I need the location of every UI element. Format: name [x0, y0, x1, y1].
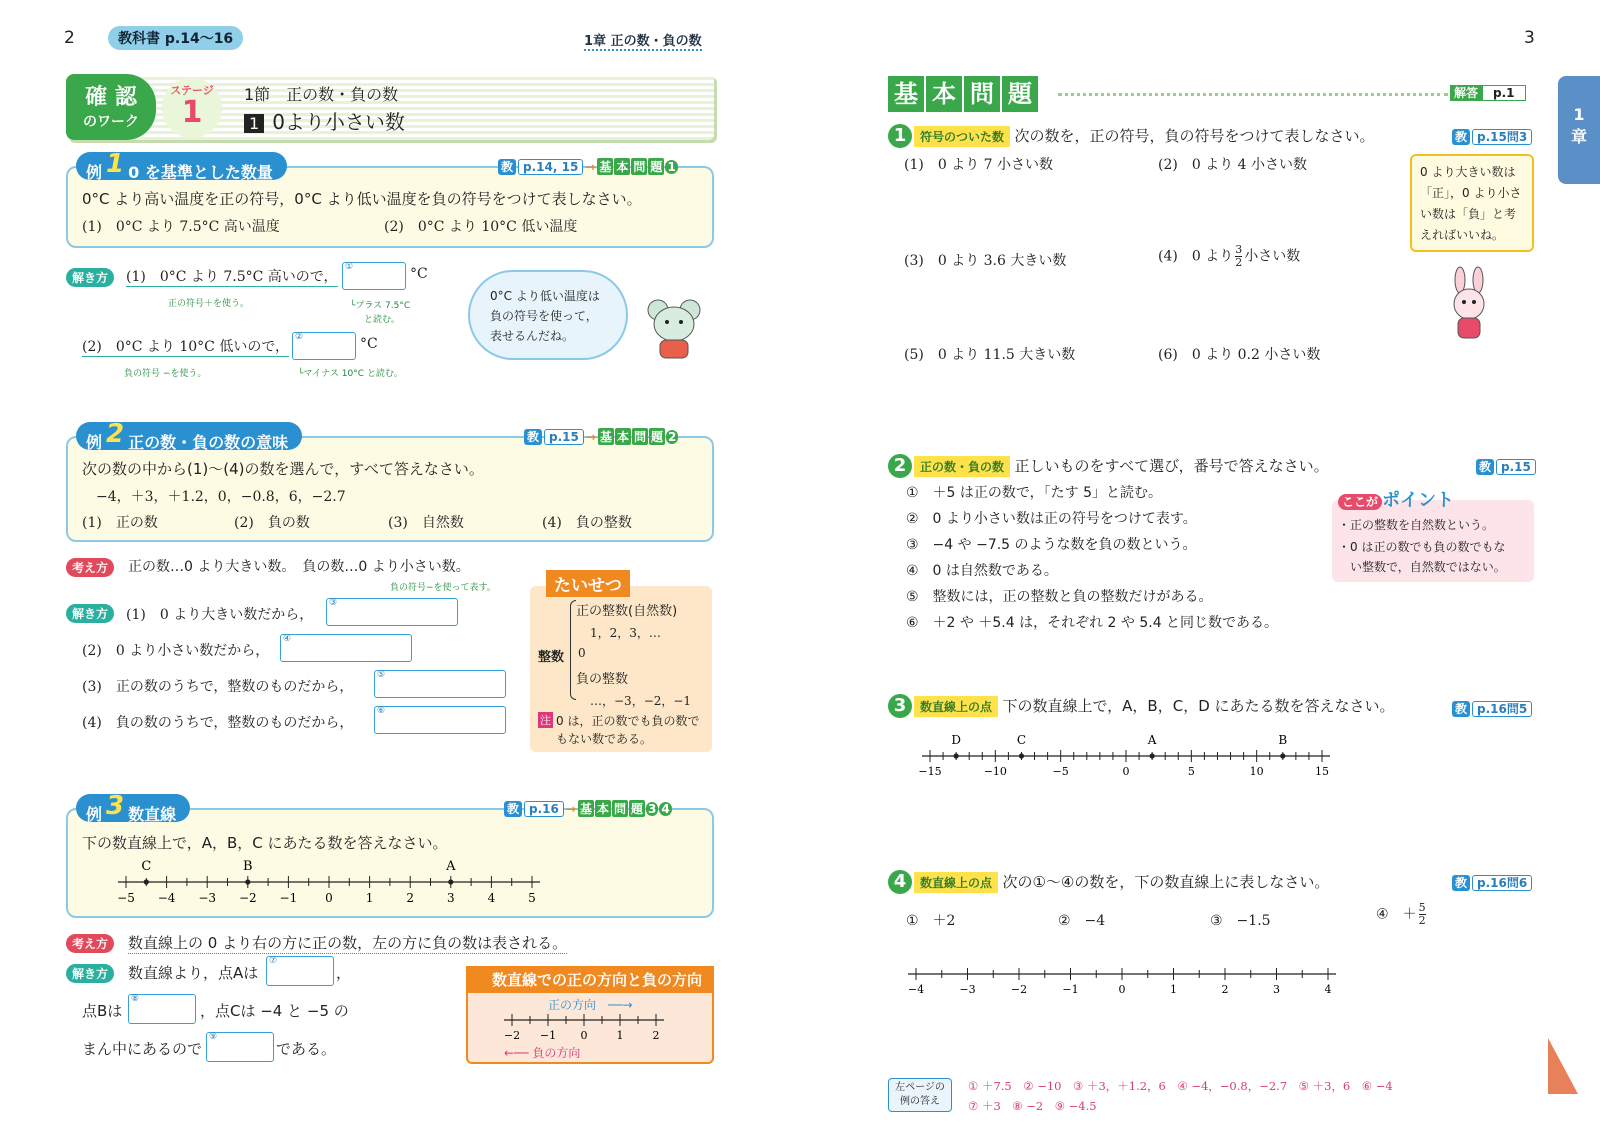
ex3-solution-1: 数直線より，点Aは [128, 964, 259, 982]
taisetsu-integer: 整数 [538, 650, 565, 665]
problem-1-item-5: (5) 0 より 11.5 大きい数 [904, 347, 1076, 363]
number-line-direction [490, 1012, 690, 1046]
p3-line-point-label: A [1147, 733, 1157, 747]
example-2-q4: (4) 負の整数 [542, 515, 632, 531]
ex1-note-plus-a: └プラス 7.5°C [350, 301, 411, 311]
problem-2-item-5: ⑤ 整数には，正の整数と負の整数だけがある。 [906, 589, 1213, 605]
example-2-q3: (3) 自然数 [388, 515, 464, 531]
ex1-note-1: 正の符号＋を使う。 [168, 299, 250, 309]
negative-direction-label: ←── 負の方向 [504, 1046, 581, 1060]
example-2-q2: (2) 負の数 [234, 515, 310, 531]
problem-2-item-2: ② 0 より小さい数は正の符号をつけて表す。 [906, 511, 1197, 527]
ex3-line-tick-label: 4 [487, 891, 496, 905]
corner-triangle-icon [1548, 1038, 1578, 1094]
example-1-q2: (2) 0°C より 10°C 低い温度 [384, 219, 578, 235]
point-text-2a: ・0 は正の数でも負の数でもな [1338, 540, 1506, 554]
mascot-mouse-icon [644, 296, 704, 364]
p3-line-tick-label: −5 [1052, 765, 1069, 778]
point-title: ここが ポイント [1338, 486, 1454, 512]
unit-1: °C [410, 266, 428, 282]
p3-line-tick-label: 0 [1122, 765, 1130, 778]
direction-title: 数直線での正の方向と負の方向 [466, 966, 714, 993]
ex3-line-tick-label: −4 [157, 891, 176, 905]
ex2-solution-1: (1) 0 より大きい数だから， [126, 607, 314, 623]
taisetsu-positive-examples: 1，2，3，… [590, 626, 661, 640]
answer-box-8[interactable]: ⑧ [128, 994, 196, 1024]
page-number-left: 2 [64, 28, 75, 48]
p3-line-point-label: B [1278, 733, 1288, 747]
problem-3-heading: 3 数直線上の点 下の数直線上で，A，B，C，D にあたる数を答えなさい。 [888, 694, 1395, 718]
p3-line-tick-label: 15 [1315, 765, 1329, 778]
ex2-solution-4: (4) 負の数のうちで，整数のものだから， [82, 715, 354, 731]
problem-4-item-3: ③ −1.5 [1210, 913, 1271, 929]
footer-answers-line-2: ⑦ ＋3 ⑧ −2 ⑨ −4.5 [968, 1099, 1097, 1113]
answer-box-9[interactable]: ⑨ [206, 1032, 274, 1062]
section-header-banner [66, 74, 714, 140]
ex3-line-tick-label: 5 [528, 891, 536, 905]
speech-bubble-right: 0 より大きい数は 「正」，0 より小さ い数は「負」と考 えればいいね。 [1410, 154, 1534, 252]
problem-1-item-2: (2) 0 より 4 小さい数 [1158, 157, 1307, 173]
problem-4-item-1: ① ＋2 [906, 913, 956, 929]
p3-line-tick-label: −10 [983, 765, 1007, 778]
p4-line-tick-label: −3 [959, 983, 976, 996]
taisetsu-positive: 正の整数(自然数) [576, 604, 678, 619]
answer-box-1[interactable]: ① [342, 262, 406, 290]
answer-box-2[interactable]: ② [292, 332, 356, 360]
ex2-solution-3: (3) 正の数のうちで，整数のものだから， [82, 679, 354, 695]
answer-box-5[interactable]: ⑤ [374, 670, 506, 698]
number-line-problem-4 [902, 962, 1358, 1004]
footer-answers-tag: 左ページの 例の答え [888, 1078, 952, 1112]
dir-line-tick-label: −1 [539, 1029, 557, 1042]
p3-line-tick-label: 5 [1187, 765, 1195, 778]
chapter-label: 1章 正の数・負の数 [584, 30, 702, 51]
example-3-ref: 教 p.16 → 基 本 問 題 3 4 [504, 800, 673, 817]
p3-line-point-D [954, 753, 959, 758]
think-tag-3: 考え方 [66, 934, 114, 953]
ex3-solution-3-end: である。 [276, 1040, 337, 1058]
solution-tag-2: 解き方 [66, 604, 114, 623]
problem-2-ref: 教 p.15 [1476, 458, 1536, 475]
textbook-ref-pill: 教科書 p.14〜16 [108, 26, 243, 50]
p4-line-tick-label: −2 [1010, 983, 1028, 996]
taisetsu-note-mark: 注 [540, 714, 551, 727]
problem-1-item-3: (3) 0 より 3.6 大きい数 [904, 253, 1067, 269]
ex1-solution-1: (1) 0°C より 7.5°C 高いので， [126, 266, 338, 287]
p3-line-tick-label: −15 [918, 765, 942, 778]
basic-problems-header: 基 本 問 題 [888, 76, 1038, 112]
ex3-line-point-B [245, 879, 250, 884]
ex1-solution-2: (2) 0°C より 10°C 低いので， [82, 336, 289, 357]
unit-2: °C [360, 336, 378, 352]
problem-3-ref: 教 p.16問5 [1452, 700, 1532, 717]
example-3-question: 下の数直線上で，A，B，C にあたる数を答えなさい。 [82, 834, 448, 852]
answer-box-3[interactable]: ③ [326, 598, 458, 626]
stage-badge: ステージ 1 [162, 78, 222, 138]
point-text-1: ・正の整数を自然数という。 [1338, 518, 1495, 532]
example-2-question: 次の数の中から(1)〜(4)の数を選んで，すべて答えなさい。 [82, 460, 484, 478]
dir-line-tick-label: −2 [503, 1029, 521, 1042]
problem-4-item-2: ② −4 [1058, 913, 1106, 929]
ex3-line-point-label: B [243, 859, 253, 874]
think-tag-2: 考え方 [66, 558, 114, 577]
ex3-line-tick-label: 1 [365, 891, 374, 905]
example-3-think: 数直線上の 0 より右の方に正の数，左の方に負の数は表される。 [128, 934, 568, 952]
p4-line-tick-label: 3 [1273, 983, 1280, 996]
example-2-numbers: −4，＋3，＋1.2，0，−0.8，6，−2.7 [96, 489, 346, 505]
problem-2-item-4: ④ 0 は自然数である。 [906, 563, 1058, 579]
ex3-line-point-label: A [446, 859, 456, 874]
ex3-line-tick-label: −3 [198, 891, 217, 905]
problem-1-item-6: (6) 0 より 0.2 小さい数 [1158, 347, 1321, 363]
solution-tag-1: 解き方 [66, 268, 114, 287]
header-dotted-line [1058, 93, 1448, 96]
example-2-q1: (1) 正の数 [82, 515, 158, 531]
page-number-right: 3 [1524, 28, 1535, 48]
answer-box-4[interactable]: ④ [280, 634, 412, 662]
speech-bubble-left: 0°C より低い温度は 負の符号を使って， 表せるんだね。 [468, 270, 628, 360]
example-1-q1: (1) 0°C より 7.5°C 高い温度 [82, 219, 280, 235]
footer-answers-line-1: ① ＋7.5 ② −10 ③ ＋3，＋1.2，6 ④ −4，−0.8，−2.7 ⑤ ＋3，6 ⑥ −4 [968, 1079, 1393, 1093]
p4-line-tick-label: −4 [907, 983, 925, 996]
p4-line-tick-label: 2 [1221, 983, 1229, 996]
example-2-think: 正の数…0 より大きい数。 負の数…0 より小さい数。 [128, 559, 470, 575]
example-2-think-note: 負の符号−を使って表す。 [390, 583, 496, 593]
problem-4-ref: 教 p.16問6 [1452, 874, 1532, 891]
ex1-note-minus: └マイナス 10°C と読む。 [298, 369, 403, 379]
taisetsu-note-1: 0 は，正の数でも負の数で [556, 714, 700, 728]
taisetsu-title: たいせつ [546, 570, 630, 597]
ex1-note-2: 負の符号 −を使う。 [124, 369, 207, 379]
ex3-solution-3: まん中にあるので [82, 1040, 203, 1058]
p3-line-point-A [1150, 753, 1155, 758]
answer-page-ref: 解答 p.1 [1450, 84, 1526, 101]
example-3-tag: 例 3 数直線 [76, 794, 190, 822]
ex3-line-tick-label: −2 [238, 891, 257, 905]
example-2-ref: 教 p.15 → 基 本 問 題 2 [524, 428, 679, 445]
ex3-line-tick-label: 2 [406, 891, 415, 905]
p4-line-tick-label: 1 [1170, 983, 1177, 996]
example-1-tag: 例 1 0 を基準とした数量 [76, 152, 287, 180]
section-title: 1 0より小さい数 [244, 106, 405, 135]
section-subtitle: 1節 正の数・負の数 [244, 85, 399, 104]
ex3-line-point-C [144, 879, 149, 884]
solution-tag-3: 解き方 [66, 964, 114, 983]
ex2-solution-2: (2) 0 より小さい数だから， [82, 643, 270, 659]
ex3-line-tick-label: −5 [117, 891, 135, 905]
p3-line-point-label: C [1016, 733, 1027, 747]
p3-line-point-B [1280, 753, 1285, 758]
taisetsu-zero: 0 [578, 646, 586, 660]
p3-line-point-label: D [951, 733, 961, 747]
problem-2-item-6: ⑥ ＋2 や ＋5.4 は，それぞれ 2 や 5.4 と同じ数である。 [906, 615, 1279, 631]
problem-1-item-1: (1) 0 より 7 小さい数 [904, 157, 1053, 173]
problem-4-heading: 4 数直線上の点 次の①〜④の数を，下の数直線上に表しなさい。 [888, 870, 1329, 894]
p3-line-point-C [1019, 753, 1024, 758]
ex3-line-tick-label: −1 [279, 891, 298, 905]
example-1-ref: 教 p.14, 15 → 基 本 問 題 1 [498, 158, 679, 175]
problem-1-item-4: (4) 0 より $\frac{3}{2}$ 小さい数 [1158, 243, 1301, 269]
problem-2-item-3: ③ −4 や −7.5 のような数を負の数という。 [906, 537, 1197, 553]
dir-line-tick-label: 2 [652, 1029, 660, 1042]
taisetsu-negative-examples: …，−3，−2，−1 [590, 694, 692, 708]
problem-2-item-1: ① ＋5 は正の数で，「たす 5」と読む。 [906, 485, 1162, 501]
p4-line-tick-label: 4 [1324, 983, 1332, 996]
answer-box-6[interactable]: ⑥ [374, 706, 506, 734]
p4-line-tick-label: −1 [1062, 983, 1079, 996]
dir-line-tick-label: 1 [616, 1029, 624, 1042]
number-line-problem-3 [902, 728, 1358, 786]
problem-2-heading: 2 正の数・負の数 正しいものをすべて選び，番号で答えなさい。 [888, 454, 1329, 478]
taisetsu-negative: 負の整数 [576, 672, 629, 687]
ex3-line-point-A [448, 879, 453, 884]
example-2-tag: 例 2 正の数・負の数の意味 [76, 422, 302, 450]
point-text-2b: い整数で，自然数ではない。 [1350, 560, 1506, 574]
answer-box-7[interactable]: ⑦ [266, 956, 334, 986]
ex3-line-tick-label: 3 [446, 891, 455, 905]
mascot-rabbit-icon [1444, 266, 1494, 346]
check-work-badge: 確 認 のワーク [66, 74, 156, 140]
ex3-line-point-label: C [141, 859, 152, 874]
example-1-question: 0°C より高い温度を正の符号，0°C より低い温度を負の符号をつけて表しなさい。 [82, 190, 642, 208]
ex3-line-tick-label: 0 [325, 891, 333, 905]
dir-line-tick-label: 0 [580, 1029, 588, 1042]
problem-1-ref: 教 p.15問3 [1452, 128, 1532, 145]
chapter-tab: 1 章 [1558, 76, 1600, 184]
ex1-note-plus-b: と読む。 [364, 315, 401, 325]
p4-line-tick-label: 0 [1118, 983, 1126, 996]
ex3-solution-2: 点Bは [82, 1002, 123, 1020]
ex3-solution-2-end: ，点Cは −4 と −5 の [200, 1002, 349, 1020]
p3-line-tick-label: 10 [1249, 765, 1264, 778]
ex3-solution-1-end: ， [336, 964, 352, 982]
positive-direction-label: 正の方向 ──→ [548, 998, 633, 1012]
problem-1-heading: 1 符号のついた数 次の数を，正の符号，負の符号をつけて表しなさい。 [888, 124, 1374, 148]
problem-4-item-4: ④ ＋ $\frac{5}{2}$ [1376, 901, 1426, 927]
number-line-example-3 [90, 856, 580, 912]
taisetsu-note-2: もない数である。 [556, 732, 653, 746]
